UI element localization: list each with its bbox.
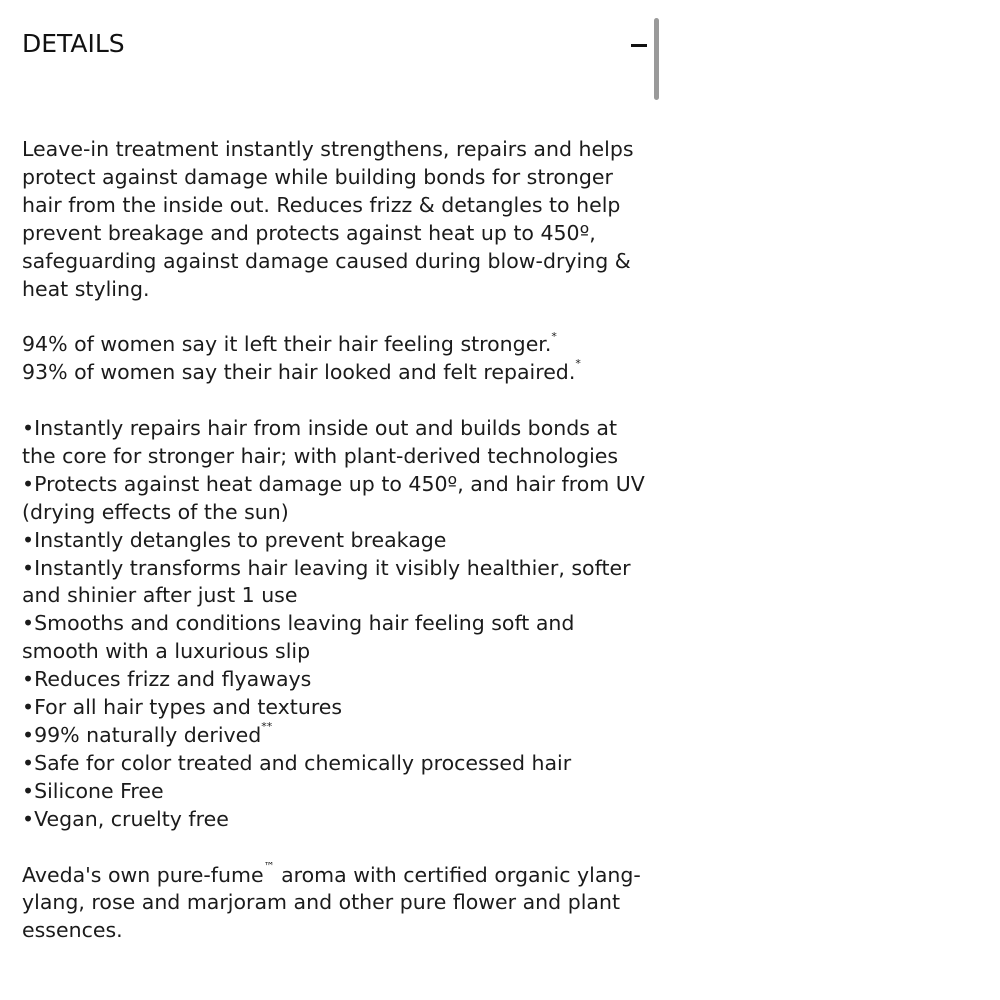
scrollbar-thumb[interactable] [654,18,659,100]
aroma-description: Aveda's own pure-fume™ aroma with certified organic ylang-ylang, rose and marjoram and other pure flower and plant essences. [22,859,641,943]
details-accordion-header[interactable] [22,26,652,66]
spacer [22,834,657,862]
bullet-icon: • [22,471,35,496]
list-item: •Protects against heat damage up to 450º, and hair from UV (drying effects of the sun) [22,471,645,524]
list-item: •Safe for color treated and chemically processed hair [22,750,572,775]
bullet-icon: • [22,695,35,720]
spacer [22,387,657,415]
benefits-list [22,415,657,834]
list-item: •Silicone Free [22,778,164,803]
list-item: •Instantly detangles to prevent breakage [22,527,447,552]
bullet-icon: • [22,611,35,636]
list-item: •99% naturally derived** [22,720,273,747]
claim-item: 93% of women say their hair looked and felt repaired.* [22,357,581,385]
list-item: •Smooths and conditions leaving hair feeling soft and smooth with a luxurious slip [22,611,575,664]
product-description: Leave-in treatment instantly strengthens, repairs and helps protect against damage while building bonds for stronger hair from the inside out. Reduces frizz & detangles to help prevent breakage and protects against heat up to 450º, safeguarding against damage caused during blow-drying & heat styling. [22,137,634,301]
trademark-mark: ™ [263,859,275,873]
footnote-mark: ** [261,720,273,734]
list-item: •Reduces frizz and flyaways [22,667,312,692]
collapse-button[interactable] [626,32,652,58]
footnote-mark: * [575,357,581,371]
list-item: •Instantly transforms hair leaving it visibly healthier, softer and shinier after just 1 use [22,555,631,608]
bullet-icon: • [22,555,35,580]
bullet-icon: • [22,667,35,692]
claim-item: 94% of women say it left their hair feeling stronger.* [22,329,557,357]
section-title: DETAILS [22,29,125,58]
bullet-icon: • [22,750,35,775]
bullet-icon: • [22,527,35,552]
bullet-icon: • [22,416,35,441]
spacer [22,303,657,331]
claims-list [22,331,657,387]
minus-icon [631,44,647,47]
list-item: •Vegan, cruelty free [22,806,229,831]
bullet-icon: • [22,806,35,831]
bullet-icon: • [22,723,35,747]
details-content [22,136,657,945]
list-item: •For all hair types and textures [22,695,343,720]
list-item: •Instantly repairs hair from inside out and builds bonds at the core for stronger hair; with plant-derived technologies [22,416,619,468]
bullet-icon: • [22,778,35,803]
footnote-mark: * [551,329,557,343]
